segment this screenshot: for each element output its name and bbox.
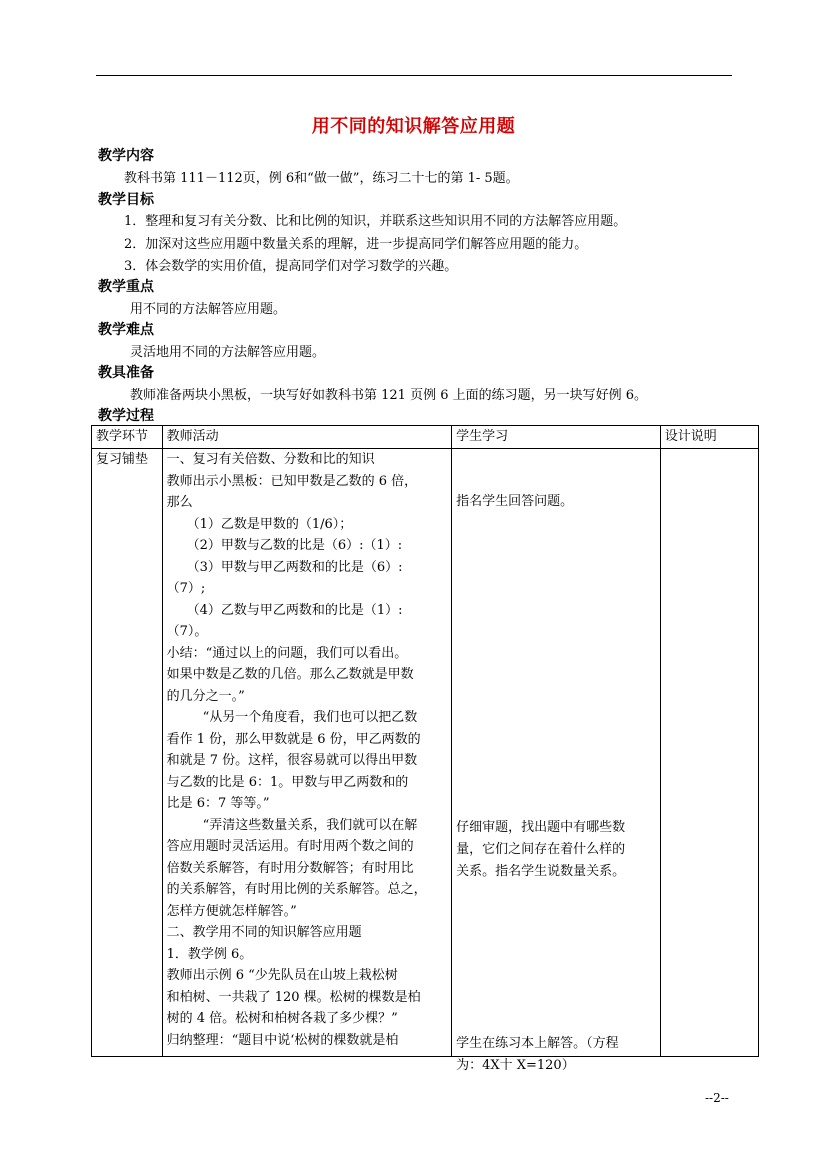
page-number: --2-- [705,1091,729,1105]
teacher-line: 比是 6：7 等等。” [166,796,270,811]
teacher-line: 教师出示例 6 “少先队员在山坡上栽松树 [166,968,398,983]
lesson-table [91,425,759,1073]
header-stage: 教学环节 [92,426,163,449]
teacher-activity-cell [162,449,452,1057]
teacher-line: （4）乙数与甲乙两数和的比是（1）: [186,602,403,618]
header-design-notes: 设计说明 [660,426,758,449]
teacher-line: 二、教学用不同的知识解答应用题 [166,925,362,940]
section-heading-materials: 教具准备 [98,365,154,381]
teacher-line: 一、复习有关倍数、分数和比的知识 [166,452,375,467]
teacher-line: 如果中数是乙数的几倍。那么乙数就是甲数 [166,667,414,682]
student-line: 量，它们之间存在着什么样的 [456,842,626,857]
header-teacher-activity: 教师活动 [162,426,452,449]
teacher-line: 小结：“通过以上的问题，我们可以看出。 [166,645,408,661]
teacher-line: 和柏树、一共栽了 120 棵。松树的棵数是柏 [166,989,421,1005]
content-text: 教科书第 111－112页，例 6和“做一做”，练习二十七的第 1- 5题。 [124,171,519,186]
teacher-line: 树的 4 倍。松树和柏树各栽了多少棵？” [166,1011,398,1026]
student-line: 指名学生回答问题。 [456,494,574,509]
header-student-learning: 学生学习 [452,426,661,449]
stage-cell: 复习铺垫 [92,449,163,1057]
materials-text: 教师准备两块小黑板，一块写好如教科书第 121 页例 6 上面的练习题，另一块写好例 6。 [130,388,648,403]
section-heading-process: 教学过程 [98,408,154,424]
teacher-line: “弄清这些数量关系，我们就可以在解 [202,817,418,833]
goal-item-1: 1．整理和复习有关分数、比和比例的知识，并联系这些知识用不同的方法解答应用题。 [124,214,627,229]
teacher-line: （3）甲数与甲乙两数和的比是（6）: [186,559,403,575]
section-heading-key-point: 教学重点 [98,279,154,295]
teacher-line: 的几分之一。” [166,688,245,704]
teacher-line: （7）; [166,581,206,596]
teacher-line: 怎样方便就怎样解答。” [166,903,297,919]
student-learning-cell [452,449,661,1073]
table-header-row [92,426,759,449]
student-line: 学生在练习本上解答。（方程 [456,1036,619,1051]
teacher-line: 那么 [166,495,193,510]
teacher-line: 倍数关系解答，有时用分数解答；有时用比 [166,860,414,876]
design-notes-cell [660,449,758,1057]
student-line: 为：4X十 X=120） [456,1058,575,1073]
teacher-line: 的关系解答，有时用比例的关系解答。总之， [166,882,427,897]
teacher-line: 和就是 7 份。这样，很容易就可以得出甲数 [166,753,418,768]
teacher-line: 归纳整理：“题目中说‘松树的棵数就是柏 [166,1032,399,1048]
student-line: 关系。指名学生说数量关系。 [456,864,626,879]
teacher-line: 看作 1 份，那么甲数就是 6 份，甲乙两数的 [166,731,421,747]
teacher-line: 答应用题时灵活运用。有时用两个数之间的 [166,839,414,854]
section-heading-content: 教学内容 [98,148,154,164]
table-row [92,449,759,1057]
teacher-line: 1．教学例 6。 [166,946,253,962]
section-heading-difficulty: 教学难点 [98,322,154,338]
teacher-line: 与乙数的比是 6：1。甲数与甲乙两数和的 [166,774,409,790]
goal-item-3: 3．体会数学的实用价值，提高同学们对学习数学的兴趣。 [124,259,458,274]
teacher-line: （1）乙数是甲数的（1/6）； [186,516,353,532]
key-point-text: 用不同的方法解答应用题。 [130,302,287,317]
difficulty-text: 灵活地用不同的方法解答应用题。 [130,345,326,360]
teacher-line: “从另一个角度看，我们也可以把乙数 [202,710,418,725]
document-title: 用不同的知识解答应用题 [311,116,516,137]
teacher-line: （7）。 [166,624,208,639]
student-line: 仔细审题，找出题中有哪些数 [456,820,626,835]
section-heading-goals: 教学目标 [98,192,154,208]
goal-item-2: 2．加深对这些应用题中数量关系的理解，进一步提高同学们解答应用题的能力。 [124,237,588,252]
teacher-line: 教师出示小黑板：已知甲数是乙数的 6 倍， [166,473,418,489]
teacher-line: （2）甲数与乙数的比是（6）:（1）: [186,538,403,553]
header-rule [96,75,732,76]
